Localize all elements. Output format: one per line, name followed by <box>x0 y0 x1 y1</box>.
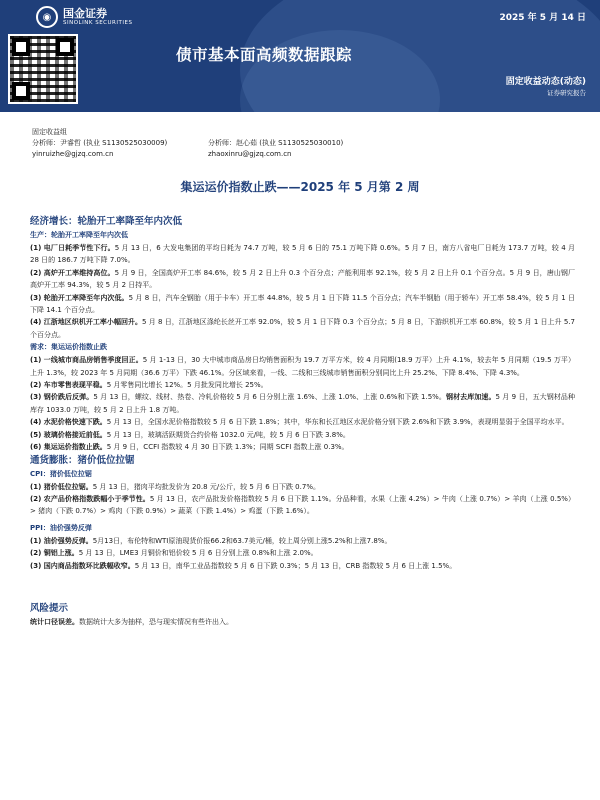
item-lead-text: (2) 铜铝上涨。 <box>30 549 79 558</box>
logo-mark-icon: ◉ <box>36 6 58 28</box>
item-lead-text: (6) 集运运价指数止跌。 <box>30 443 107 452</box>
report-type: 固定收益动态(动态) <box>505 77 586 87</box>
section-heading: 经济增长：轮胎开工率降至年内次低 <box>30 216 183 227</box>
item-lead-text: 钢材去库加速。 <box>445 393 496 402</box>
list-item <box>30 441 575 453</box>
report-body <box>30 215 575 628</box>
report-date: 2025 年 5 月 14 日 <box>499 13 586 23</box>
item-body-text: 5 月零售同比增长 12%。5 月批发同比增长 25%。 <box>106 381 268 390</box>
team-name: 固定收益组 <box>32 128 67 136</box>
section-heading: 通货膨胀：猪价低位拉锯 <box>30 454 135 466</box>
risk-heading: 风险提示 <box>30 602 69 614</box>
item-lead-text: (3) 轮胎开工率降至年内次低。 <box>30 293 129 302</box>
subsection-heading: 生产：轮胎开工率降至年内次低 <box>30 231 128 239</box>
list-item <box>30 267 575 292</box>
item-body-text: 5 月 13 日，全国水泥价格指数较 5 月 6 日下跌 1.8%；其中，华东和长江地区水泥价格分别下跌 2.6%和下跌 3.9%，表现明显弱于全国平均水平。 <box>106 418 569 427</box>
analyst-1: 分析师：尹睿哲 (执业 S1130525030009) <box>32 139 168 147</box>
analyst-2: 分析师：赵心茹 (执业 S1130525030010) <box>208 139 344 147</box>
list-item <box>30 316 575 341</box>
item-body-text: 数据统计大多为抽样，恐与现实情况有些许出入。 <box>79 617 233 626</box>
list-item <box>30 242 575 267</box>
list-item <box>30 391 575 416</box>
item-body-text: 5 月 8 日，江浙地区涤纶长丝开工率 92.0%，较 5 月 1 日下降 0.3 个百分点；5 月 8 日，下游织机开工率 60.8%，较 5 月 1 日上升 5.7 个百分点。 <box>30 318 575 339</box>
item-body-text: 5 月 13 日，玻璃活跃期货合约价格 1032.0 元/吨，较 5 月 6 日下跌 3.8%。 <box>106 430 350 439</box>
item-body-text: 5 月 9 日，全国高炉开工率 84.6%，较 5 月 2 日上升 0.3 个百分点；产能利用率 92.1%，较 5 月 2 日上升 0.1 个百分点。5 月 9 日，唐山钢厂高炉开工率 94.3%，较 5 月 2 日持平。 <box>30 268 575 290</box>
item-body-text: 5 月 8 日，汽车全钢胎（用于卡车）开工率 44.8%，较 5 月 1 日下降 11.5 个百分点；汽车半钢胎（用于轿车）开工率 58.4%，较 5 月 1 日下降 14.1 个百分点。 <box>30 293 575 315</box>
item-lead-text: (2) 农产品价格指数跌幅小于季节性。 <box>30 494 150 503</box>
analyst-2-email[interactable]: zhaoxinru@gjzq.com.cn <box>208 150 292 158</box>
list-item <box>30 354 575 379</box>
list-item <box>30 429 575 441</box>
list-item <box>30 493 575 518</box>
qr-code-icon <box>8 34 78 104</box>
item-body-text: 5 月 13 日，南华工业品指数较 5 月 6 日下跌 0.3%；5 月 13 日，CRB 指数较 5 月 6 日上涨 1.5%。 <box>134 561 457 570</box>
item-body-text: 5 月 13 日，LME3 月铜价和铝价较 5 月 6 日分别上涨 0.8%和上涨 2.0%。 <box>78 549 318 558</box>
item-lead-text: (4) 江浙地区织机开工率小幅回升。 <box>30 318 143 327</box>
item-lead-text: (1) 电厂日耗季节性下行。 <box>30 244 115 252</box>
subsection-heading: CPI：猪价低位拉锯 <box>30 469 92 478</box>
list-item <box>30 292 575 317</box>
logo-text: 国金证券 <box>63 6 107 20</box>
subsection-heading: 需求：集运运价指数止跌 <box>30 343 107 352</box>
list-item <box>30 416 575 428</box>
item-body-text: 5 月 13 日，螺纹、线材、热卷、冷轧价格较 5 月 6 日分别上涨 1.6%、上涨 1.0%、上涨 0.6%和下跌 1.5%。 <box>93 393 446 402</box>
subsection-heading: PPI：油价强势反弹 <box>30 523 92 532</box>
analyst-block <box>32 127 343 160</box>
item-lead-text: 统计口径误差。 <box>30 617 79 626</box>
report-title: 债市基本面高频数据跟踪 <box>176 46 353 64</box>
report-subtype: 证券研究报告 <box>547 89 586 97</box>
analyst-1-email[interactable]: yinruizhe@gjzq.com.cn <box>32 150 114 158</box>
list-item <box>30 535 575 547</box>
item-lead-text: (2) 车市零售表现平稳。 <box>30 381 107 390</box>
list-item <box>30 547 575 559</box>
item-lead-text: (1) 猪价低位拉锯。 <box>30 482 93 491</box>
item-body-text: 5月13日，布伦特和WTI原油现货价报66.2和63.7美元/桶，较上周分别上涨5.2%和上涨7.8%。 <box>92 536 392 545</box>
item-body-text: 5 月 1-13 日，30 大中城市商品房日均销售面积为 19.7 万平方米，较 4 月同期(18.9 万平）上升 4.1%，较去年 5 月同期（19.5 万平）上升 1.3%，较 2023 年 5 月同期（36.6 万平）下跌 46.1%。分区域来看，一线、二线和三线城市销售面积分别同比上升 25.2%、下降 8.4%、下降 4.3%。 <box>30 356 575 377</box>
item-lead-text: (5) 玻璃价格接近前低。 <box>30 430 107 439</box>
header-banner <box>0 0 600 112</box>
company-logo <box>36 6 132 28</box>
list-item <box>30 560 575 572</box>
item-lead-text: (3) 钢价跌后反弹。 <box>30 393 94 402</box>
main-title: 集运运价指数止跌——2025 年 5 月第 2 周 <box>180 180 420 194</box>
item-body-text: 5 月 13 日，猪肉平均批发价为 20.8 元/公斤，较 5 月 6 日下跌 0.7%。 <box>92 482 320 491</box>
item-lead-text: (4) 水泥价格快速下跌。 <box>30 418 107 427</box>
list-item <box>30 379 575 391</box>
item-lead-text: (1) 一线城市商品房销售季度回正。 <box>30 356 143 365</box>
item-lead-text: (2) 高炉开工率维持高位。 <box>30 268 115 277</box>
risk-text <box>30 616 575 628</box>
item-lead-text: (1) 油价强势反弹。 <box>30 536 93 545</box>
item-body-text: 5 月 13 日，农产品批发价格指数较 5 月 6 日下跌 1.1%。分品种看，水果（上涨 4.2%）> 牛肉（上涨 0.7%）> 羊肉（上涨 0.5%）> 猪肉（下跌 0.7%）> 鸡肉（下跌 0.9%）> 蔬菜（下跌 1.4%）> 鸡蛋（下跌 1.6%）。 <box>30 494 575 516</box>
item-body-text: 5 月 9 日，五大钢材品种库存 1033.0 万吨，较 5 月 2 日上升 1.8 万吨。 <box>30 393 575 414</box>
item-body-text: 5 月 13 日，6 大发电集团的平均日耗为 74.7 万吨，较 5 月 6 日的 75.1 万吨下降 0.6%。5 月 7 日，南方八省电厂日耗为 173.7 万吨，较 4 月 28 日的 186.7 万吨下降 7.0%。 <box>30 244 575 265</box>
item-body-text: 5 月 9 日，CCFI 指数较 4 月 30 日下跌 1.3%；同期 SCFI 指数上涨 0.3%。 <box>106 443 349 452</box>
item-lead-text: (3) 国内商品指数环比跌幅收窄。 <box>30 561 135 570</box>
logo-english-text: SINOLINK SECURITIES <box>63 19 133 26</box>
list-item <box>30 481 575 493</box>
